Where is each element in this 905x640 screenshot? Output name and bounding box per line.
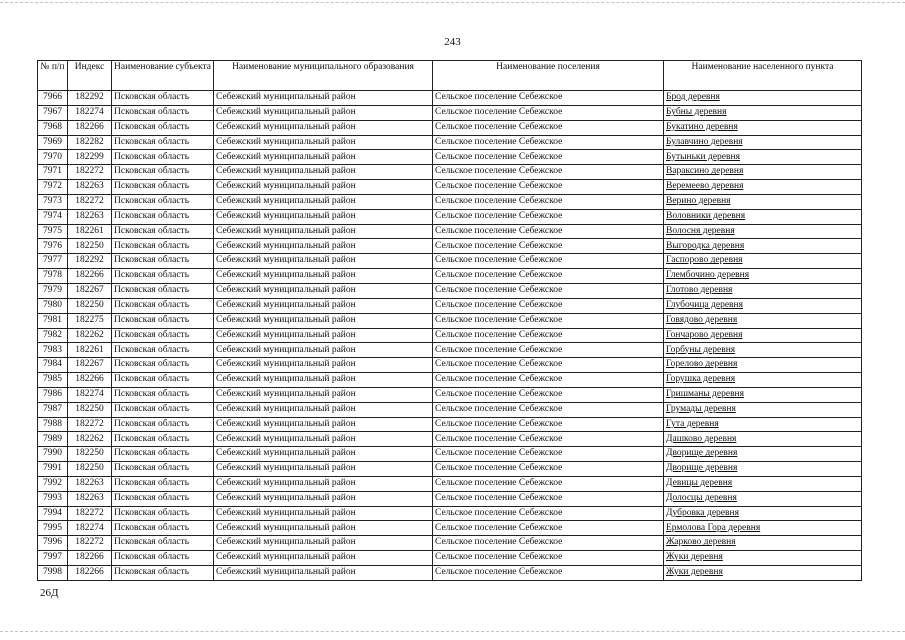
postal-index-cell: 182262 <box>68 328 112 343</box>
postal-index-cell: 182261 <box>68 343 112 358</box>
subject-cell: Псковская область <box>112 417 214 432</box>
table-row <box>38 521 862 536</box>
table-row <box>38 506 862 521</box>
settlement-cell: Сельское поселение Себежское <box>433 536 664 551</box>
locality-cell: Бутыньки деревня <box>664 150 862 165</box>
settlement-cell: Сельское поселение Себежское <box>433 491 664 506</box>
row-number-cell: 7981 <box>38 313 68 328</box>
row-number-cell: 7990 <box>38 447 68 462</box>
municipality-cell: Себежский муниципальный район <box>214 506 433 521</box>
row-number-cell: 7992 <box>38 476 68 491</box>
subject-cell: Псковская область <box>112 358 214 373</box>
row-number-cell: 7993 <box>38 491 68 506</box>
postal-index-cell: 182263 <box>68 491 112 506</box>
table-row <box>38 313 862 328</box>
settlement-cell: Сельское поселение Себежское <box>433 313 664 328</box>
table-row <box>38 120 862 135</box>
subject-cell: Псковская область <box>112 180 214 195</box>
locality-cell: Верино деревня <box>664 194 862 209</box>
municipality-cell: Себежский муниципальный район <box>214 209 433 224</box>
subject-cell: Псковская область <box>112 105 214 120</box>
postal-index-cell: 182274 <box>68 105 112 120</box>
subject-cell: Псковская область <box>112 91 214 106</box>
subject-cell: Псковская область <box>112 343 214 358</box>
municipality-cell: Себежский муниципальный район <box>214 491 433 506</box>
subject-cell: Псковская область <box>112 373 214 388</box>
settlement-cell: Сельское поселение Себежское <box>433 566 664 581</box>
settlement-cell: Сельское поселение Себежское <box>433 209 664 224</box>
table-row <box>38 194 862 209</box>
table-row <box>38 209 862 224</box>
row-number-cell: 7966 <box>38 91 68 106</box>
row-number-cell: 7996 <box>38 536 68 551</box>
table-row <box>38 91 862 106</box>
postal-index-cell: 182272 <box>68 165 112 180</box>
locality-cell: Выгородка деревня <box>664 239 862 254</box>
locality-cell: Гришманы деревня <box>664 387 862 402</box>
row-number-cell: 7972 <box>38 180 68 195</box>
table-row <box>38 566 862 581</box>
table-row <box>38 476 862 491</box>
municipality-cell: Себежский муниципальный район <box>214 239 433 254</box>
locality-cell: Гончарово деревня <box>664 328 862 343</box>
postal-index-cell: 182275 <box>68 313 112 328</box>
row-number-cell: 7983 <box>38 343 68 358</box>
settlement-cell: Сельское поселение Себежское <box>433 462 664 477</box>
locality-cell: Брод деревня <box>664 91 862 106</box>
subject-cell: Псковская область <box>112 239 214 254</box>
postal-index-cell: 182267 <box>68 358 112 373</box>
locality-cell: Глембочино деревня <box>664 269 862 284</box>
table-row <box>38 239 862 254</box>
settlement-cell: Сельское поселение Себежское <box>433 343 664 358</box>
row-number-cell: 7971 <box>38 165 68 180</box>
row-number-cell: 7978 <box>38 269 68 284</box>
municipality-cell: Себежский муниципальный район <box>214 150 433 165</box>
settlement-cell: Сельское поселение Себежское <box>433 417 664 432</box>
municipality-cell: Себежский муниципальный район <box>214 298 433 313</box>
table-row <box>38 358 862 373</box>
table-row <box>38 432 862 447</box>
postal-index-cell: 182274 <box>68 387 112 402</box>
postal-index-cell: 182250 <box>68 447 112 462</box>
subject-cell: Псковская область <box>112 432 214 447</box>
settlement-cell: Сельское поселение Себежское <box>433 165 664 180</box>
settlement-cell: Сельское поселение Себежское <box>433 373 664 388</box>
subject-cell: Псковская область <box>112 165 214 180</box>
table-row <box>38 105 862 120</box>
municipality-cell: Себежский муниципальный район <box>214 447 433 462</box>
header-settlement: Наименование поселения <box>433 61 664 91</box>
row-number-cell: 7987 <box>38 402 68 417</box>
settlements-table <box>37 60 862 581</box>
subject-cell: Псковская область <box>112 462 214 477</box>
subject-cell: Псковская область <box>112 476 214 491</box>
table-body <box>38 91 862 581</box>
postal-index-cell: 182272 <box>68 417 112 432</box>
postal-index-cell: 182272 <box>68 536 112 551</box>
municipality-cell: Себежский муниципальный район <box>214 254 433 269</box>
table-row <box>38 536 862 551</box>
locality-cell: Воловники деревня <box>664 209 862 224</box>
postal-index-cell: 182250 <box>68 298 112 313</box>
table-row <box>38 417 862 432</box>
table-row <box>38 328 862 343</box>
scan-top-edge <box>0 2 905 3</box>
postal-index-cell: 182263 <box>68 209 112 224</box>
header-locality: Наименование населенного пункта <box>664 61 862 91</box>
locality-cell: Булавчино деревня <box>664 135 862 150</box>
subject-cell: Псковская область <box>112 313 214 328</box>
subject-cell: Псковская область <box>112 551 214 566</box>
subject-cell: Псковская область <box>112 447 214 462</box>
settlement-cell: Сельское поселение Себежское <box>433 105 664 120</box>
postal-index-cell: 182263 <box>68 476 112 491</box>
municipality-cell: Себежский муниципальный район <box>214 551 433 566</box>
settlement-cell: Сельское поселение Себежское <box>433 298 664 313</box>
header-subject: Наименование субъекта <box>112 61 214 91</box>
locality-cell: Девицы деревня <box>664 476 862 491</box>
table-row <box>38 165 862 180</box>
settlement-cell: Сельское поселение Себежское <box>433 254 664 269</box>
locality-cell: Грумады деревня <box>664 402 862 417</box>
row-number-cell: 7976 <box>38 239 68 254</box>
row-number-cell: 7986 <box>38 387 68 402</box>
postal-index-cell: 182274 <box>68 521 112 536</box>
table-row <box>38 551 862 566</box>
row-number-cell: 7975 <box>38 224 68 239</box>
settlement-cell: Сельское поселение Себежское <box>433 91 664 106</box>
settlement-cell: Сельское поселение Себежское <box>433 551 664 566</box>
postal-index-cell: 182262 <box>68 432 112 447</box>
table-row <box>38 224 862 239</box>
scan-bottom-edge <box>0 631 905 632</box>
locality-cell: Волосня деревня <box>664 224 862 239</box>
locality-cell: Долосцы деревня <box>664 491 862 506</box>
municipality-cell: Себежский муниципальный район <box>214 328 433 343</box>
locality-cell: Дворище деревня <box>664 462 862 477</box>
postal-index-cell: 182266 <box>68 566 112 581</box>
subject-cell: Псковская область <box>112 269 214 284</box>
header-num: № п/п <box>38 61 68 91</box>
subject-cell: Псковская область <box>112 135 214 150</box>
table-row <box>38 402 862 417</box>
subject-cell: Псковская область <box>112 224 214 239</box>
municipality-cell: Себежский муниципальный район <box>214 180 433 195</box>
row-number-cell: 7970 <box>38 150 68 165</box>
settlement-cell: Сельское поселение Себежское <box>433 476 664 491</box>
postal-index-cell: 182299 <box>68 150 112 165</box>
table-row <box>38 269 862 284</box>
header-municipality: Наименование муниципального образования <box>214 61 433 91</box>
municipality-cell: Себежский муниципальный район <box>214 343 433 358</box>
municipality-cell: Себежский муниципальный район <box>214 566 433 581</box>
postal-index-cell: 182250 <box>68 239 112 254</box>
municipality-cell: Себежский муниципальный район <box>214 521 433 536</box>
table-row <box>38 462 862 477</box>
postal-index-cell: 182263 <box>68 180 112 195</box>
postal-index-cell: 182250 <box>68 462 112 477</box>
locality-cell: Бубны деревня <box>664 105 862 120</box>
table-row <box>38 298 862 313</box>
subject-cell: Псковская область <box>112 506 214 521</box>
subject-cell: Псковская область <box>112 387 214 402</box>
postal-index-cell: 182266 <box>68 120 112 135</box>
municipality-cell: Себежский муниципальный район <box>214 91 433 106</box>
table-row <box>38 491 862 506</box>
table-row <box>38 135 862 150</box>
locality-cell: Букатино деревня <box>664 120 862 135</box>
subject-cell: Псковская область <box>112 402 214 417</box>
settlement-cell: Сельское поселение Себежское <box>433 180 664 195</box>
row-number-cell: 7985 <box>38 373 68 388</box>
subject-cell: Псковская область <box>112 298 214 313</box>
municipality-cell: Себежский муниципальный район <box>214 417 433 432</box>
row-number-cell: 7982 <box>38 328 68 343</box>
postal-index-cell: 182250 <box>68 402 112 417</box>
row-number-cell: 7967 <box>38 105 68 120</box>
locality-cell: Ермолова Гора деревня <box>664 521 862 536</box>
table-row <box>38 387 862 402</box>
table-row <box>38 283 862 298</box>
postal-index-cell: 182266 <box>68 551 112 566</box>
row-number-cell: 7984 <box>38 358 68 373</box>
row-number-cell: 7969 <box>38 135 68 150</box>
settlement-cell: Сельское поселение Себежское <box>433 506 664 521</box>
table-row <box>38 343 862 358</box>
locality-cell: Жуки деревня <box>664 551 862 566</box>
row-number-cell: 7997 <box>38 551 68 566</box>
settlement-cell: Сельское поселение Себежское <box>433 387 664 402</box>
settlement-cell: Сельское поселение Себежское <box>433 239 664 254</box>
settlement-cell: Сельское поселение Себежское <box>433 269 664 284</box>
municipality-cell: Себежский муниципальный район <box>214 105 433 120</box>
settlement-cell: Сельское поселение Себежское <box>433 402 664 417</box>
municipality-cell: Себежский муниципальный район <box>214 387 433 402</box>
row-number-cell: 7988 <box>38 417 68 432</box>
row-number-cell: 7994 <box>38 506 68 521</box>
table-row <box>38 254 862 269</box>
locality-cell: Жуки деревня <box>664 566 862 581</box>
subject-cell: Псковская область <box>112 566 214 581</box>
municipality-cell: Себежский муниципальный район <box>214 194 433 209</box>
subject-cell: Псковская область <box>112 521 214 536</box>
municipality-cell: Себежский муниципальный район <box>214 224 433 239</box>
settlement-cell: Сельское поселение Себежское <box>433 521 664 536</box>
subject-cell: Псковская область <box>112 491 214 506</box>
municipality-cell: Себежский муниципальный район <box>214 120 433 135</box>
row-number-cell: 7974 <box>38 209 68 224</box>
municipality-cell: Себежский муниципальный район <box>214 476 433 491</box>
table-row <box>38 447 862 462</box>
subject-cell: Псковская область <box>112 254 214 269</box>
locality-cell: Дворище деревня <box>664 447 862 462</box>
locality-cell: Гаспорово деревня <box>664 254 862 269</box>
footer-code: 26Д <box>40 587 59 599</box>
municipality-cell: Себежский муниципальный район <box>214 536 433 551</box>
row-number-cell: 7973 <box>38 194 68 209</box>
municipality-cell: Себежский муниципальный район <box>214 358 433 373</box>
municipality-cell: Себежский муниципальный район <box>214 165 433 180</box>
locality-cell: Вараксино деревня <box>664 165 862 180</box>
subject-cell: Псковская область <box>112 209 214 224</box>
municipality-cell: Себежский муниципальный район <box>214 462 433 477</box>
settlement-cell: Сельское поселение Себежское <box>433 328 664 343</box>
page-number: 243 <box>444 36 461 48</box>
settlement-cell: Сельское поселение Себежское <box>433 135 664 150</box>
locality-cell: Глубочица деревня <box>664 298 862 313</box>
postal-index-cell: 182266 <box>68 373 112 388</box>
row-number-cell: 7991 <box>38 462 68 477</box>
postal-index-cell: 182272 <box>68 194 112 209</box>
locality-cell: Горбуны деревня <box>664 343 862 358</box>
municipality-cell: Себежский муниципальный район <box>214 373 433 388</box>
header-index: Индекс <box>68 61 112 91</box>
locality-cell: Гута деревня <box>664 417 862 432</box>
row-number-cell: 7995 <box>38 521 68 536</box>
municipality-cell: Себежский муниципальный район <box>214 135 433 150</box>
table-row <box>38 373 862 388</box>
row-number-cell: 7998 <box>38 566 68 581</box>
settlement-cell: Сельское поселение Себежское <box>433 224 664 239</box>
settlement-cell: Сельское поселение Себежское <box>433 194 664 209</box>
settlement-cell: Сельское поселение Себежское <box>433 432 664 447</box>
settlement-cell: Сельское поселение Себежское <box>433 120 664 135</box>
row-number-cell: 7979 <box>38 283 68 298</box>
settlement-cell: Сельское поселение Себежское <box>433 150 664 165</box>
subject-cell: Псковская область <box>112 536 214 551</box>
municipality-cell: Себежский муниципальный район <box>214 269 433 284</box>
settlement-cell: Сельское поселение Себежское <box>433 358 664 373</box>
settlement-cell: Сельское поселение Себежское <box>433 283 664 298</box>
postal-index-cell: 182272 <box>68 506 112 521</box>
locality-cell: Горушка деревня <box>664 373 862 388</box>
postal-index-cell: 182282 <box>68 135 112 150</box>
subject-cell: Псковская область <box>112 120 214 135</box>
subject-cell: Псковская область <box>112 194 214 209</box>
table-row <box>38 150 862 165</box>
row-number-cell: 7989 <box>38 432 68 447</box>
locality-cell: Глотово деревня <box>664 283 862 298</box>
subject-cell: Псковская область <box>112 150 214 165</box>
locality-cell: Дубровка деревня <box>664 506 862 521</box>
locality-cell: Горелово деревня <box>664 358 862 373</box>
table-header-row <box>38 61 862 91</box>
locality-cell: Жарково деревня <box>664 536 862 551</box>
municipality-cell: Себежский муниципальный район <box>214 432 433 447</box>
table-row <box>38 180 862 195</box>
subject-cell: Псковская область <box>112 328 214 343</box>
settlement-cell: Сельское поселение Себежское <box>433 447 664 462</box>
locality-cell: Говядово деревня <box>664 313 862 328</box>
row-number-cell: 7977 <box>38 254 68 269</box>
municipality-cell: Себежский муниципальный район <box>214 283 433 298</box>
municipality-cell: Себежский муниципальный район <box>214 402 433 417</box>
postal-index-cell: 182261 <box>68 224 112 239</box>
locality-cell: Дашково деревня <box>664 432 862 447</box>
row-number-cell: 7968 <box>38 120 68 135</box>
locality-cell: Веремеево деревня <box>664 180 862 195</box>
postal-index-cell: 182292 <box>68 91 112 106</box>
postal-index-cell: 182267 <box>68 283 112 298</box>
subject-cell: Псковская область <box>112 283 214 298</box>
postal-index-cell: 182292 <box>68 254 112 269</box>
postal-index-cell: 182266 <box>68 269 112 284</box>
municipality-cell: Себежский муниципальный район <box>214 313 433 328</box>
row-number-cell: 7980 <box>38 298 68 313</box>
